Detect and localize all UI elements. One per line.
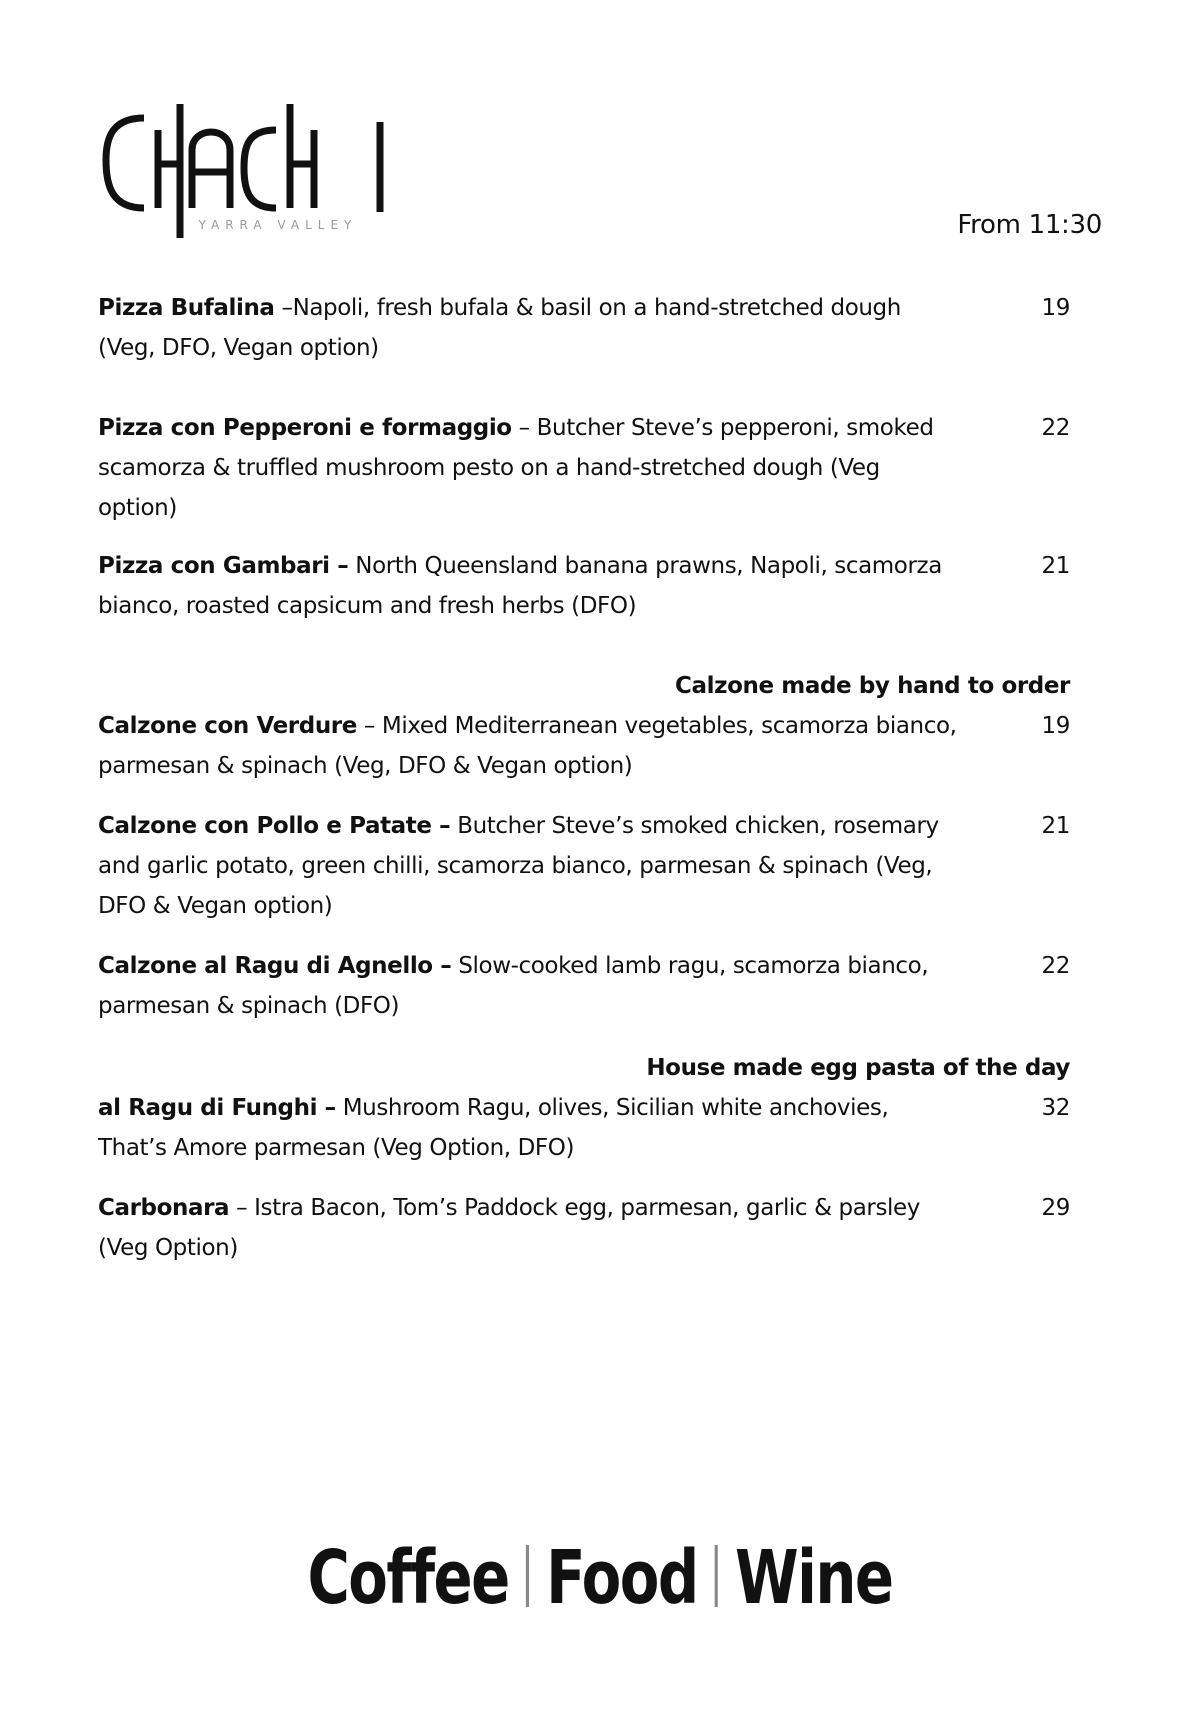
menu-list [98, 288, 1070, 1268]
item-description: Napoli, fresh bufala & basil on a hand-stretched dough (Veg, DFO, Vegan option) [98, 295, 901, 361]
opening-hours: From 11:30 [957, 210, 1102, 240]
item-separator: – [229, 1195, 255, 1221]
menu-item [98, 946, 1070, 1026]
item-name: Calzone con Verdure [98, 713, 357, 739]
menu-item [98, 806, 1070, 926]
item-name: Carbonara [98, 1195, 230, 1221]
item-name: Pizza con Gambari – [98, 553, 349, 579]
item-price: 32 [1041, 1095, 1070, 1121]
footer-slogan [132, 1535, 1068, 1621]
item-separator: – [511, 415, 537, 441]
item-price: 21 [1041, 813, 1070, 839]
brand-logo [100, 100, 420, 250]
item-description: North Queensland banana prawns, Napoli, scamorza bianco, roasted capsicum and fresh herbs (DFO) [98, 553, 942, 619]
item-description: Slow-cooked lamb ragu, scamorza bianco, parmesan & spinach (DFO) [98, 953, 929, 1019]
item-description: Mushroom Ragu, olives, Sicilian white anchovies, That’s Amore parmesan (Veg Option, DFO) [98, 1095, 889, 1161]
item-description: Butcher Steve’s smoked chicken, rosemary and garlic potato, green chilli, scamorza bianco, parmesan & spinach (Veg, DFO & Vegan option) [98, 813, 939, 919]
item-price: 22 [1041, 953, 1070, 979]
footer-word-coffee: Coffee [307, 1535, 509, 1621]
item-separator: – [274, 295, 293, 321]
menu-item [98, 288, 1070, 368]
footer-divider [526, 1545, 529, 1607]
menu-item [98, 1088, 1070, 1168]
item-name: Pizza Bufalina [98, 295, 275, 321]
brand-tagline: YARRA VALLEY [198, 218, 358, 232]
item-price: 22 [1041, 415, 1070, 441]
item-name: Calzone al Ragu di Agnello – [98, 953, 452, 979]
menu-item [98, 1188, 1070, 1268]
item-description: Istra Bacon, Tom’s Paddock egg, parmesan, garlic & parsley (Veg Option) [98, 1195, 921, 1261]
item-name: Pizza con Pepperoni e formaggio [98, 415, 512, 441]
footer-word-food: Food [546, 1535, 698, 1621]
item-separator [336, 1095, 343, 1121]
menu-item [98, 706, 1070, 786]
item-name: al Ragu di Funghi – [98, 1095, 336, 1121]
menu-item [98, 408, 1070, 528]
footer-divider [715, 1545, 718, 1607]
menu-item [98, 546, 1070, 626]
section-heading-pasta: House made egg pasta of the day [646, 1055, 1070, 1081]
item-name: Calzone con Pollo e Patate – [98, 813, 451, 839]
item-price: 21 [1041, 553, 1070, 579]
item-price: 19 [1041, 295, 1070, 321]
item-description: Butcher Steve’s pepperoni, smoked scamorza & truffled mushroom pesto on a hand-stretched dough (Veg option) [98, 415, 934, 521]
item-description: Mixed Mediterranean vegetables, scamorza bianco, parmesan & spinach (Veg, DFO & Vegan option) [98, 713, 957, 779]
section-heading-calzone: Calzone made by hand to order [675, 673, 1070, 699]
item-price: 29 [1041, 1195, 1070, 1221]
footer-word-wine: Wine [735, 1535, 893, 1621]
item-separator: – [356, 713, 382, 739]
item-price: 19 [1041, 713, 1070, 739]
